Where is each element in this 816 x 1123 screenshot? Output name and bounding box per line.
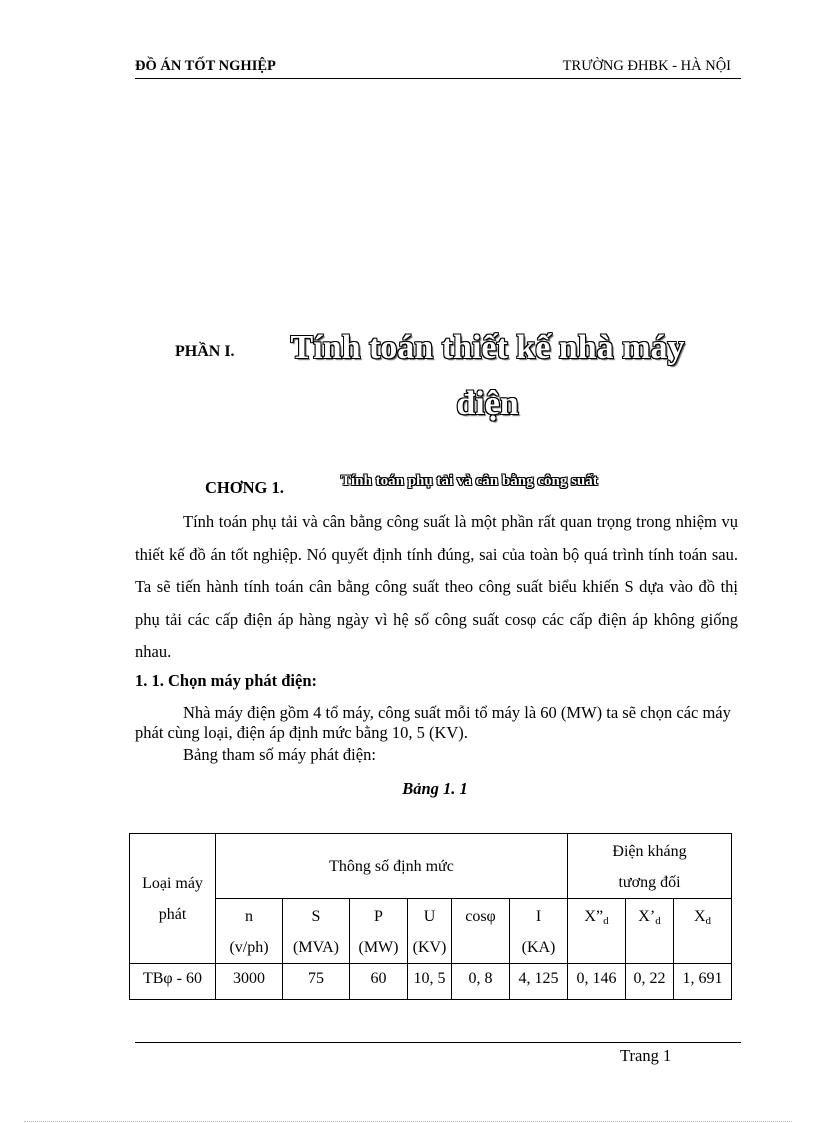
col-header-i: I (KA) [510,899,568,964]
section-heading: 1. 1. Chọn máy phát điện: [135,671,317,690]
cell-xd: 1, 691 [674,964,732,1000]
chapter-label: CHƠNG 1. [205,478,284,497]
col-group-reactance: Điện kháng tương đối [568,834,732,899]
col-header-type: Loại máy phát [130,834,216,964]
col-header-p: P (MW) [350,899,408,964]
page-edge-divider [24,1121,792,1122]
part-label: PHẦN I. [175,343,235,360]
cell-s: 75 [283,964,350,1000]
cell-p: 60 [350,964,408,1000]
table-row [130,964,732,1000]
header-left-title: ĐỒ ÁN TỐT NGHIỆP [135,58,276,74]
chapter-title: Tính toán phụ tải và cân bằng công suất [341,473,598,489]
cell-type: TBφ - 60 [130,964,216,1000]
cell-n: 3000 [216,964,283,1000]
cell-xd1: 0, 22 [626,964,674,1000]
table-intro: Bảng tham số máy phát điện: [183,745,376,764]
col-header-n: n (v/ph) [216,899,283,964]
col-header-xd: $X_d$ [674,899,732,964]
section-paragraph: Nhà máy điện gồm 4 tổ máy, công suất mỗi tổ máy là 60 (MW) ta sẽ chọn các máy phát cùng loại, điện áp định mức bằng 10, 5 (KV). [135,703,731,742]
col-header-xd1: $X’_d$ [626,899,674,964]
col-header-u: U (KV) [408,899,452,964]
cell-u: 10, 5 [408,964,452,1000]
header-right-title: TRƯỜNG ĐHBK - HÀ NỘI [562,58,731,74]
intro-paragraph: Tính toán phụ tải và cân bằng công suất là một phần rất quan trọng trong nhiệm vụ thiết kế đồ án tốt nghiệp. Nó quyết định tính đúng, sai của toàn bộ quá trình tính toán sau. Ta sẽ tiến hành tính toán cân bằng công suất theo công suất biểu khiến S dựa vào đồ thị phụ tải các cấp điện áp hàng ngày vì hệ số công suất cosφ các cấp điện áp không giống nhau. [135,512,738,661]
table-caption: Bảng 1. 1 [402,779,468,798]
cell-cos: 0, 8 [452,964,510,1000]
col-header-xdd: $X”_d$ [568,899,626,964]
cell-xdd: 0, 146 [568,964,626,1000]
part-title: Tính toán thiết kế nhà máy điện [290,329,685,422]
footer-divider [135,1042,741,1043]
col-header-s: S (MVA) [283,899,350,964]
cell-i: 4, 125 [510,964,568,1000]
col-group-rated: Thông số định mức [216,834,568,899]
col-header-cos: cosφ [452,899,510,964]
page-header [135,56,741,79]
page-number: Trang 1 [620,1046,672,1065]
generator-params-table [129,833,732,1000]
